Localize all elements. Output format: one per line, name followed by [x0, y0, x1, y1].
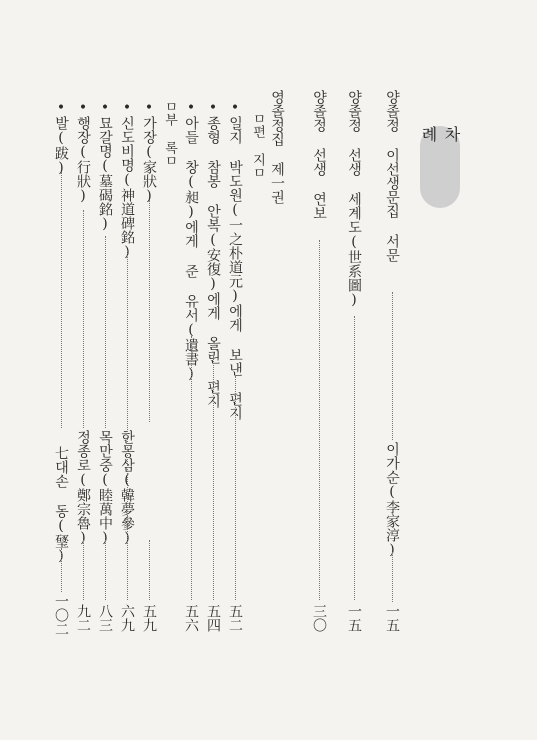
- section-heading-appendix: ㅁ부 록ㅁ: [162, 100, 177, 167]
- toc-entry-family-record-author: 한몽삼(韓夢參): [119, 430, 135, 546]
- toc-entry-stele-page: 六九: [119, 604, 135, 632]
- toc-entry-will[interactable]: •아들 창(昶)에게 준 유서(遺書): [183, 100, 199, 382]
- leader-dots: [149, 540, 150, 600]
- leader-dots: [105, 540, 106, 600]
- toc-entry-chronology-page: 三〇: [311, 604, 327, 632]
- section-heading-letters: ㅁ편 지ㅁ: [250, 112, 265, 179]
- toc-title-badge: [420, 126, 460, 208]
- leader-dots: [83, 210, 84, 428]
- toc-entry-postscript-page: 一〇二: [53, 594, 69, 636]
- leader-dots: [105, 236, 106, 428]
- leader-dots: [319, 240, 320, 600]
- toc-entry-family-record-page: 五九: [141, 604, 157, 632]
- leader-dots: [83, 540, 84, 600]
- toc-entry-postscript-author: 七대손 동(㻹): [53, 446, 69, 564]
- toc-entry-letter-2-page: 五四: [205, 604, 221, 632]
- toc-entry-biography-page: 九二: [75, 604, 91, 632]
- leader-dots: [235, 376, 236, 600]
- toc-entry-preface-author: 이가순(李家淳): [384, 442, 400, 558]
- toc-entry-genealogy[interactable]: 양졸정 선생 세계도(世系圖): [346, 90, 362, 308]
- toc-entry-will-page: 五六: [183, 604, 199, 632]
- toc-entry-letter-1[interactable]: •일지 박도원(一之朴道元)에게 보낸 편지: [227, 100, 243, 420]
- leader-dots: [127, 250, 128, 600]
- toc-title: 차 례: [419, 126, 461, 156]
- leader-dots: [61, 172, 62, 428]
- toc-entry-stele[interactable]: •신도비명(神道碑銘): [119, 100, 135, 260]
- toc-entry-letter-1-page: 五二: [227, 604, 243, 632]
- toc-entry-chronology[interactable]: 양졸정 선생 연보: [311, 90, 327, 220]
- leader-dots: [61, 548, 62, 592]
- toc-entry-tombstone[interactable]: •묘갈명(墓碣銘): [97, 100, 113, 232]
- leader-dots: [354, 316, 355, 600]
- volume-heading: 영졸정집 제一권: [269, 90, 285, 204]
- leader-dots: [149, 200, 150, 422]
- toc-entry-biography-author: 정종로(鄭宗魯): [75, 430, 91, 546]
- toc-entry-family-record[interactable]: •가장(家狀): [141, 100, 157, 204]
- leader-dots: [213, 356, 214, 600]
- toc-entry-tombstone-author: 목만중(睦萬中): [97, 430, 113, 546]
- toc-entry-biography[interactable]: •행장(行狀): [75, 100, 91, 204]
- leader-dots: [392, 552, 393, 602]
- toc-entry-tombstone-page: 八三: [97, 604, 113, 632]
- toc-entry-letter-2[interactable]: •종형 참봉 안복(安復)에게 올린 편지: [205, 100, 221, 408]
- toc-entry-preface-page: 一五: [384, 604, 400, 632]
- toc-entry-genealogy-page: 一五: [346, 604, 362, 632]
- leader-dots: [392, 292, 393, 440]
- toc-entry-preface[interactable]: 양졸정 이선생문집 서문: [384, 90, 400, 262]
- toc-entry-postscript[interactable]: •발(跋): [53, 100, 69, 176]
- leader-dots: [191, 336, 192, 600]
